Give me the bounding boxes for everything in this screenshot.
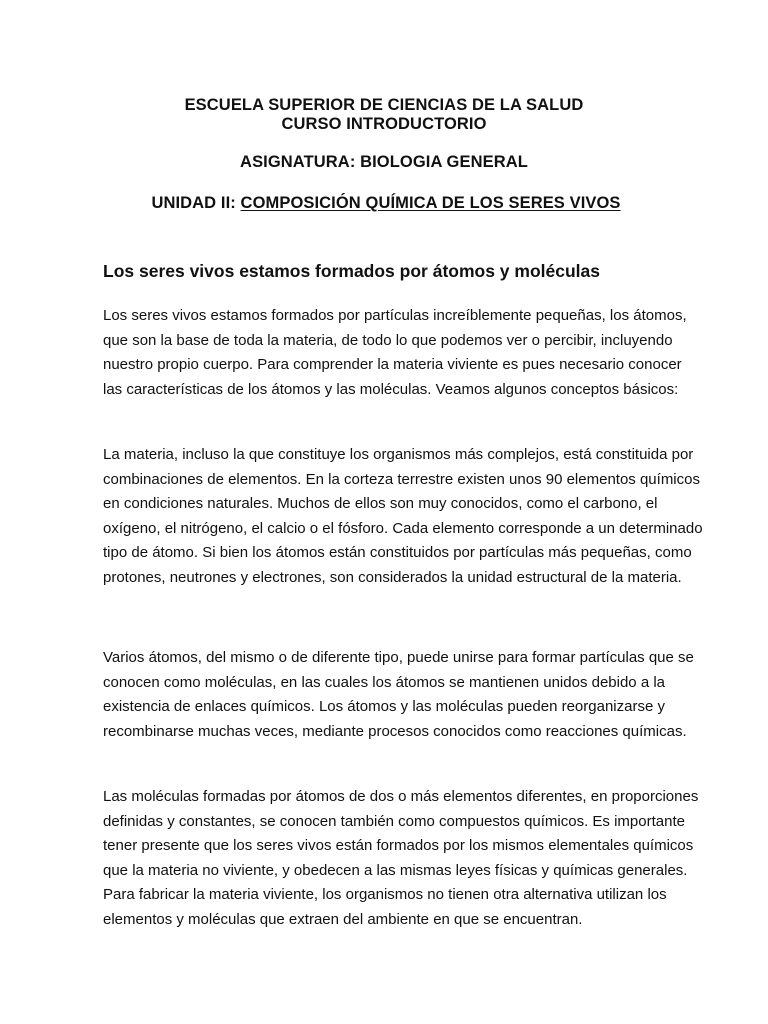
subject-title: ASIGNATURA: BIOLOGIA GENERAL (240, 153, 528, 171)
paragraph: La materia, incluso la que constituye los organismos más complejos, está constituida por combinaciones de elementos. En la corteza terrestre existen unos 90 elementos químicos en condiciones naturales. Muchos de ellos son muy conocidos, como el carbono, el oxígeno, el nitrógeno, el calcio o el fósforo. Cada elemento corresponde a un determinado tipo de átomo. Si bien los átomos están constituidos por partículas más pequeñas, como protones, neutrones y electrones, son considerados la unidad estructural de la materia. (103, 446, 703, 586)
unit-title: COMPOSICIÓN QUÍMICA DE LOS SERES VIVOS (240, 194, 621, 212)
paragraph: Varios átomos, del mismo o de diferente tipo, puede unirse para formar partículas que se conocen como moléculas, en las cuales los átomos se mantienen unidos debido a la existencia de enlaces químicos. Los átomos y las moléculas pueden reorganizarse y recombinarse muchas veces, mediante procesos conocidos como reacciones químicas. (103, 649, 694, 740)
unit-heading (2, 193, 768, 213)
unit-prefix: UNIDAD II: (151, 194, 236, 212)
course-title: CURSO INTRODUCTORIO (281, 115, 487, 133)
school-title: ESCUELA SUPERIOR DE CIENCIAS DE LA SALUD (184, 96, 584, 114)
section-heading: Los seres vivos estamos formados por átomos y moléculas (103, 261, 600, 281)
paragraph: Los seres vivos estamos formados por partículas increíblemente pequeñas, los átomos, que son la base de toda la materia, de todo lo que podemos ver o percibir, incluyendo nuestro propio cuerpo. Para comprender la materia viviente es pues necesario conocer las características de los átomos y las moléculas. Veamos algunos conceptos básicos: (103, 307, 687, 398)
paragraph: Las moléculas formadas por átomos de dos o más elementos diferentes, en proporciones definidas y constantes, se conocen también como compuestos químicos. Es importante tener presente que los seres vivos están formados por los mismos elementales químicos que la materia no viviente, y obedecen a las mismas leyes físicas y químicas generales. Para fabricar la materia viviente, los organismos no tienen otra alternativa utilizan los elementos y moléculas que extraen del ambiente en que se encuentran. (103, 788, 699, 928)
